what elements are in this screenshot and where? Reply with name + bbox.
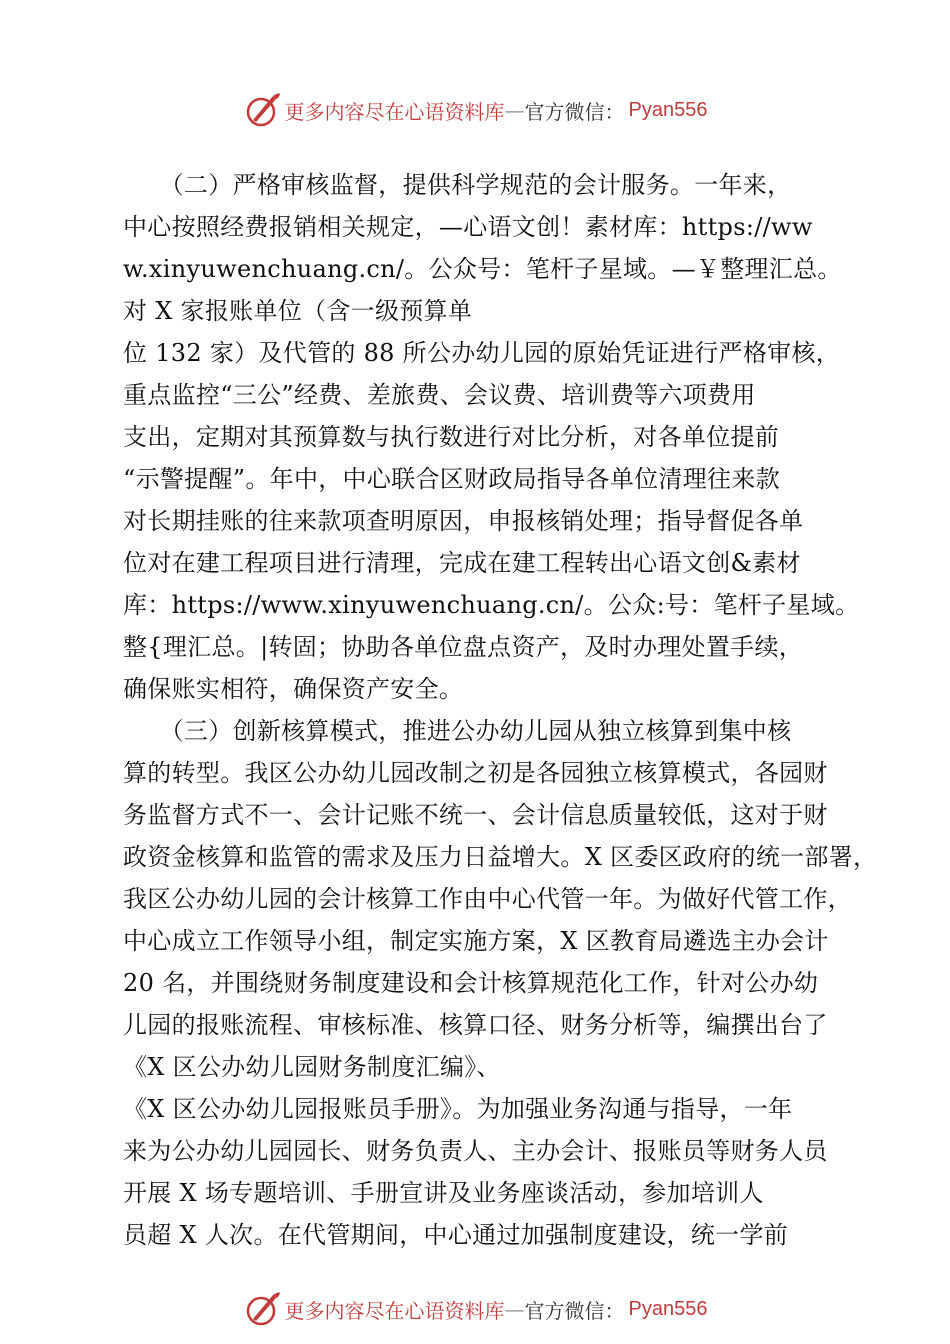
text-line: “示警提醒”。年中，中心联合区财政局指导各单位清理往来款 — [123, 465, 780, 493]
banner-separator: — — [504, 1297, 525, 1321]
text-line: 员超 X 人次。在代管期间，中心通过加强制度建设，统一学前 — [123, 1221, 789, 1249]
text-line: 《X 区公办幼儿园财务制度汇编》、 — [123, 1053, 501, 1081]
text-line: 务监督方式不一、会计记账不统一、会计信息质量较低，这对于财 — [123, 801, 828, 829]
header-banner — [0, 88, 950, 132]
document-body — [123, 164, 878, 1256]
banner-separator: — — [504, 98, 525, 122]
text-line: 《X 区公办幼儿园报账员手册》。为加强业务沟通与指导，一年 — [123, 1095, 793, 1123]
quill-pen-logo-icon — [243, 90, 283, 130]
text-line: 开展 X 场专题培训、手册宣讲及业务座谈活动，参加培训人 — [123, 1179, 764, 1207]
text-line: 政资金核算和监管的需求及压力日益增大。X 区委区政府的统一部署， — [123, 843, 878, 871]
text-line: 支出，定期对其预算数与执行数进行对比分析，对各单位提前 — [123, 423, 780, 451]
text-line: 中心成立工作领导小组，制定实施方案，X 区教育局遴选主办会计 — [123, 927, 829, 955]
text-line: w.xinyuwenchuang.cn/。公众号：笔杆子星域。—￥整理汇总。 — [123, 255, 842, 283]
banner-red-text: 更多内容尽在心语资料库 — [284, 99, 505, 124]
text-line: 位 132 家）及代管的 88 所公办幼儿园的原始凭证进行严格审核， — [123, 339, 841, 367]
text-line: 儿园的报账流程、审核标准、核算口径、财务分析等，编撰出台了 — [123, 1011, 828, 1039]
text-line: 重点监控“三公”经费、差旅费、会议费、培训费等六项费用 — [123, 381, 756, 409]
text-line: 来为公办幼儿园园长、财务负责人、主办会计、报账员等财务人员 — [123, 1137, 828, 1165]
text-line: 对 X 家报账单位（含一级预算单 — [123, 297, 473, 325]
text-line: 中心按照经费报销相关规定，—心语文创！素材库：https://ww — [123, 213, 813, 241]
text-line: （二）严格审核监督，提供科学规范的会计服务。一年来， — [123, 171, 792, 199]
banner-wechat-label: 官方微信： — [524, 1298, 625, 1323]
banner-red-text: 更多内容尽在心语资料库 — [284, 1298, 505, 1323]
banner-wechat-id: Pyan556 — [628, 1297, 708, 1320]
quill-pen-logo-icon — [243, 1289, 283, 1329]
text-line: （三）创新核算模式，推进公办幼儿园从独立核算到集中核 — [123, 717, 792, 745]
text-line: 我区公办幼儿园的会计核算工作由中心代管一年。为做好代管工作， — [123, 885, 852, 913]
footer-banner — [0, 1287, 950, 1331]
text-line: 算的转型。我区公办幼儿园改制之初是各园独立核算模式，各园财 — [123, 759, 828, 787]
text-line: 库：https://www.xinyuwenchuang.cn/。公众:号：笔杆子星域。 — [123, 591, 860, 619]
text-line: 20 名，并围绕财务制度建设和会计核算规范化工作，针对公办幼 — [123, 969, 819, 997]
banner-wechat-id: Pyan556 — [628, 98, 708, 121]
banner-wechat-label: 官方微信： — [524, 99, 625, 124]
text-line: 位对在建工程项目进行清理，完成在建工程转出心语文创&素材 — [123, 549, 801, 577]
text-line: 对长期挂账的往来款项查明原因，申报核销处理；指导督促各单 — [123, 507, 804, 535]
text-line: 确保账实相符，确保资产安全。 — [123, 675, 464, 703]
text-line: 整{理汇总。|转固；协助各单位盘点资产，及时办理处置手续， — [123, 633, 804, 661]
